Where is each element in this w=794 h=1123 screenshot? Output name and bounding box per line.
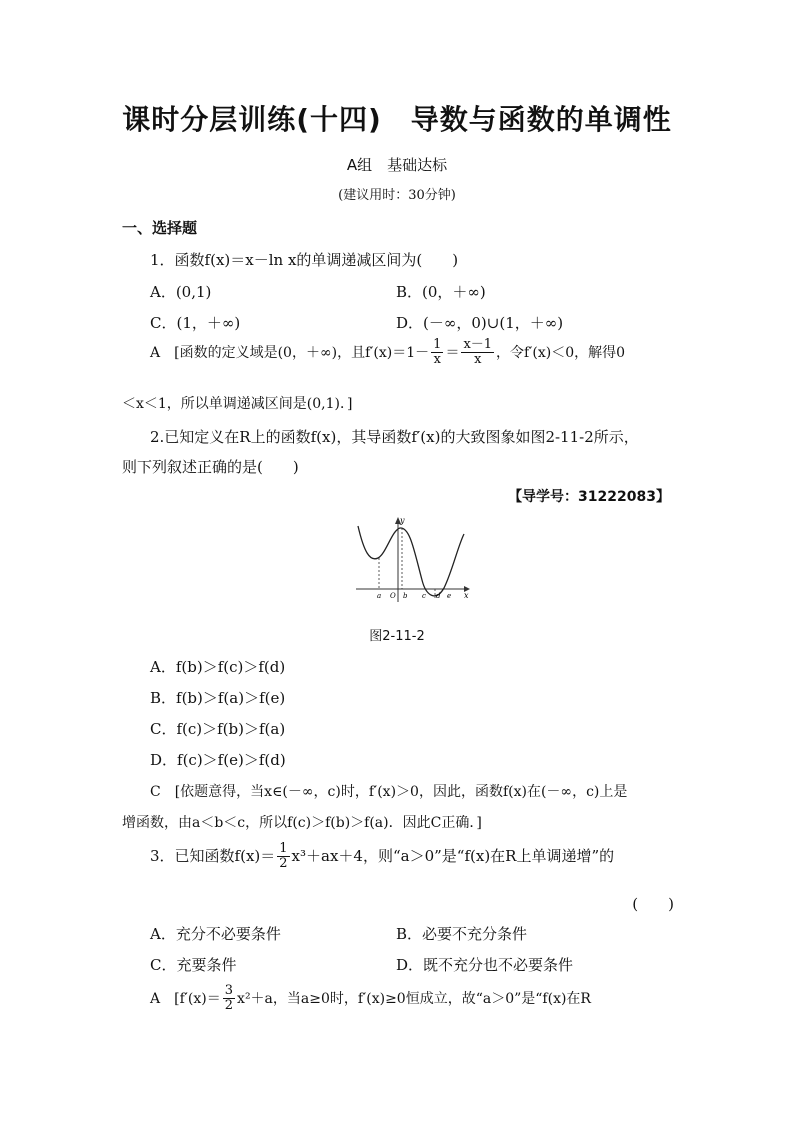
tick-d: d [436, 592, 441, 600]
x-axis-label: x [464, 591, 469, 600]
q2-answer-line1: C [依题意得，当x∈(－∞，c)时，f′(x)＞0，因此，函数f(x)在(－∞，c)上是 [150, 784, 628, 800]
q1-fraction-2: $\frac{x-1}{x}$ [463, 337, 493, 368]
q1-stem: 1．函数f(x)＝x－ln x的单调递减区间为( ) [150, 251, 459, 269]
q3-fraction: $\frac{1}{2}$ [279, 841, 288, 872]
q1-equals: ＝ [445, 344, 460, 361]
y-axis-label: y [400, 516, 405, 525]
time-note: (建议用时：30分钟) [338, 188, 456, 203]
q2-option-a: A．f(b)＞f(c)＞f(d) [150, 658, 286, 676]
q1-answer [150, 338, 625, 368]
q2-option-b: B．f(b)＞f(a)＞f(e) [150, 689, 286, 707]
q3-option-c: C．充要条件 [150, 956, 237, 974]
q3-answer-paren: ( ) [632, 895, 674, 913]
q3-answer-post: x²＋a，当a≥0时，f′(x)≥0恒成立，故“a＞0”是“f(x)在R [237, 990, 591, 1007]
q1-answer-line2: ＜x＜1，所以单调递减区间是(0,1)．] [122, 396, 353, 412]
q2-option-d: D．f(c)＞f(e)＞f(d) [150, 751, 286, 769]
derivative-graph [352, 512, 472, 604]
q3-stem-pre: 3．已知函数f(x)＝ [150, 846, 276, 865]
q1-option-b: B．(0，＋∞) [396, 283, 486, 301]
q3-answer-fraction: $\frac{3}{2}$ [224, 983, 234, 1014]
q3-answer [150, 984, 591, 1014]
q3-option-d: D．既不充分也不必要条件 [396, 956, 574, 974]
tick-b: b [403, 592, 408, 600]
q1-option-c: C．(1，＋∞) [150, 314, 241, 332]
q2-answer-line2: 增函数，由a＜b＜c，所以f(c)＞f(b)＞f(a)．因此C正确．] [122, 815, 482, 831]
q1-option-d: D．(－∞，0)∪(1，＋∞) [396, 314, 564, 332]
q3-stem [150, 842, 614, 872]
q3-option-a: A．充分不必要条件 [150, 925, 281, 943]
q2-option-c: C．f(c)＞f(b)＞f(a) [150, 720, 286, 738]
page-title: 课时分层训练(十四) 导数与函数的单调性 [122, 103, 672, 136]
tick-c: c [422, 592, 426, 600]
section-heading: 一、选择题 [122, 219, 198, 237]
q1-answer-pre: A [函数的定义域是(0，＋∞)，且f′(x)＝1－ [150, 344, 430, 361]
tick-a: a [377, 592, 382, 600]
q3-stem-post: x³＋ax＋4，则“a＞0”是“f(x)在R上单调递增”的 [291, 846, 615, 865]
q2-stem-line1: 2.已知定义在R上的函数f(x)，其导函数f′(x)的大致图象如图2-11-2所示， [150, 428, 639, 446]
group-label: A组 基础达标 [346, 156, 448, 174]
q1-answer-post: ，令f′(x)＜0，解得0 [496, 344, 626, 361]
tick-o: O [390, 592, 396, 600]
derivative-curve [358, 526, 464, 596]
q1-option-a: A．(0,1) [150, 283, 212, 301]
q3-option-b: B．必要不充分条件 [396, 925, 528, 943]
figure-caption: 图2-11-2 [369, 629, 425, 644]
guide-code: 【导学号：31222083】 [508, 489, 670, 505]
tick-e: e [447, 592, 452, 600]
q2-stem-line2: 则下列叙述正确的是( ) [122, 458, 299, 476]
q3-answer-pre: A [f′(x)＝ [150, 990, 221, 1007]
q1-fraction-1: $\frac{1}{x}$ [433, 337, 442, 368]
